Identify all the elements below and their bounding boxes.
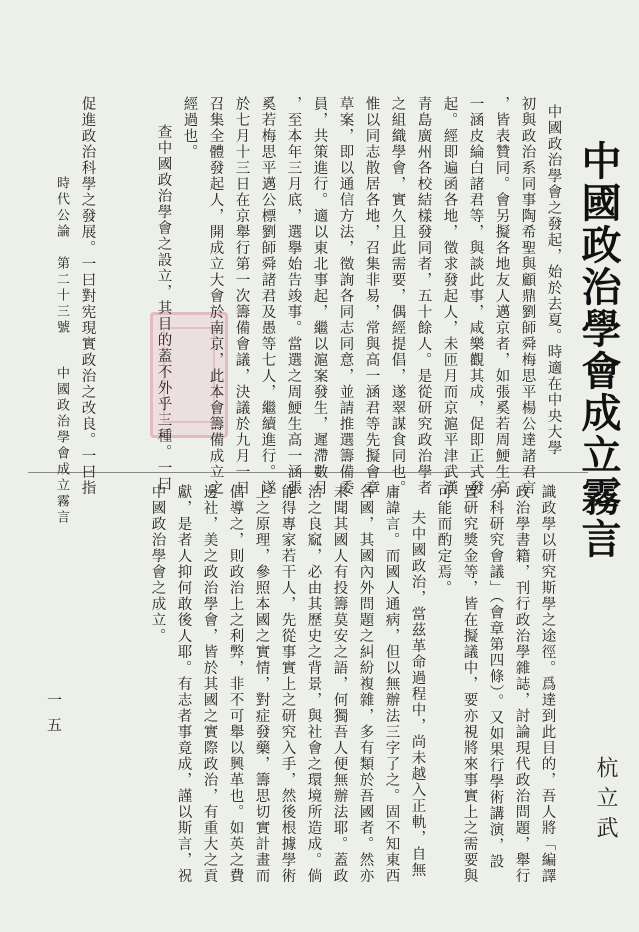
text-column: 草案，即以通信方法，徵詢各同志同意，並請推選籌備委 (337, 96, 354, 496)
page-number: 一五 (45, 692, 63, 742)
text-column: 起。經即遍函各地，徵求發起人，未匝月而京滬平津武漢 (441, 96, 458, 496)
text-column: 庸諱言。而國人通病，但以無辦法三字了之。固不知東西 (383, 484, 400, 884)
text-column: 員，共策進行。適以東北事起，繼以滬案發生，遲滯數月 (311, 96, 328, 496)
text-column: 可能而酌定焉。 (435, 484, 452, 596)
journal-name: 時代公論 (54, 176, 69, 240)
text-column: ，至本年三月底，選擧始告竣事。當選之周鯁生高一涵張 (285, 96, 302, 496)
text-column: 中國政治學會之成立。 (149, 484, 166, 644)
text-column: ，皆表贊同。會另擬各地友人邁京者，如張奚若周鯁生高 (493, 96, 510, 496)
text-column: 分科研究會議」（會章第四條）。又如果行學術講演，設 (487, 484, 504, 870)
text-column: 促進政治科學之發展。一曰對宪現實政治之改良。一曰指 (79, 96, 96, 496)
text-column: 能得專家若干人，先從事實上之研究入手，然後根據學術 (279, 484, 296, 884)
text-column: 初與政治系同事陶希聖與顧鼎劉師舜梅思平楊公達諸君言 (519, 96, 536, 496)
article-title: 中國政治學會成立霧言 (575, 140, 622, 560)
text-column: 獻，是者人抑何敢後人耶。有志者事竟成，謹以斯言，祝 (175, 484, 192, 884)
text-column: 各國，其國內外問題之糾紛複雜，多有類於吾國者。然亦 (357, 484, 374, 884)
article-author: 杭立武 (593, 756, 618, 846)
text-column: 治之良窳，必由其歷史之背景，與社會之環境所造成。倘 (305, 484, 322, 884)
text-column: 上之原理，參照本國之實情，對症發藥，籌思切實計畫而 (253, 484, 270, 884)
text-column: 政治學書籍，刊行政治學雜誌，討論現代政治問題，舉行 (513, 484, 530, 884)
running-title: 中國政治學會成立霧言 (54, 366, 69, 526)
text-column: 奚若梅思平邁公標劉師舜諸君及愚等七人，繼續進行。遂 (259, 96, 276, 496)
text-column: 於七月十三日在京舉行第一次籌備會議，決議於九月一日 (233, 96, 250, 496)
text-column: 識政學以研究斯學之途徑。爲達到此目的，吾人將「編譯 (539, 484, 556, 884)
issue-number: 第二十三號 (54, 256, 69, 336)
text-column: 查中國政治學會之設立，其目的蓋不外乎三種。一曰 (155, 124, 172, 492)
text-column: 青島廣州各校結樣發同者，五十餘人。是從研究政治學者 (415, 96, 432, 496)
text-column: 經過也。 (181, 96, 198, 160)
text-column: 中國政治學會之發起，始於去夏。時適在中央大學 (545, 104, 562, 456)
text-column: 一涵皮綸白諸君等，與談此事，咸樂觀其成，促即正式發 (467, 96, 484, 496)
text-column: 未聞其國人有投籌莫安之語，何獨吾人便無辦法耶。蓋政 (331, 484, 348, 884)
text-column: 邊社，美之政治學會，皆於其國之實際政治，有重大之貢 (201, 484, 218, 884)
text-column: 置研究獎金等，皆在擬議中，要亦視將來事實上之需要與 (461, 484, 478, 884)
text-column: 之組織學會，實久且此需要，偶經提倡，遂翠謀食同也。 (389, 96, 406, 496)
text-column: 倡導之，則政治上之利弊，非不可舉以興革也。如英之費 (227, 484, 244, 884)
text-column: 召集全體發起人，開成立大會於南京，此本會籌備成立之 (207, 96, 224, 496)
text-column: 惟以同志散居各地，召集非易，常與高一涵君等先擬會章 (363, 96, 380, 496)
text-column: 夫中國政治，當茲革命過程中，尚未越入正軌，自無 (409, 510, 426, 878)
